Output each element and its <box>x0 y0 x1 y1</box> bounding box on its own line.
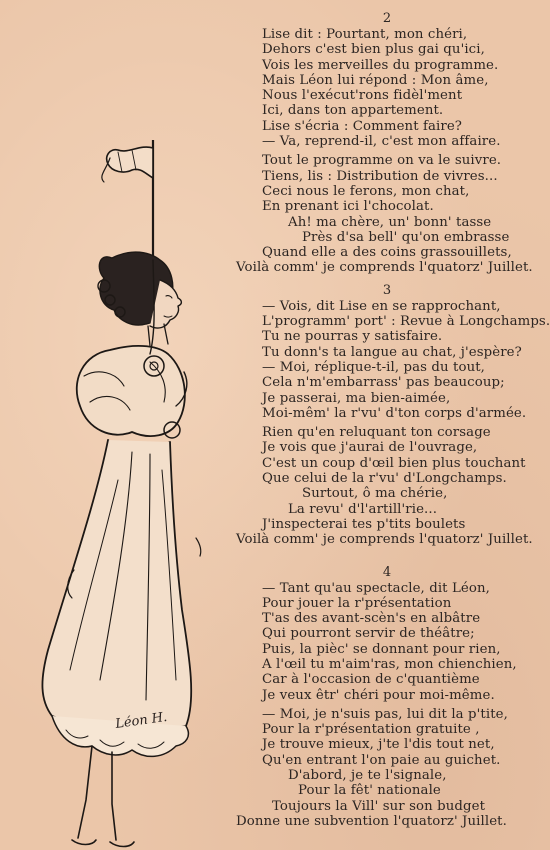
verse-line: Ici, dans ton appartement. <box>262 103 444 119</box>
stanza-number: 2 <box>382 11 392 26</box>
verse-line: En prenant ici l'chocolat. <box>262 199 434 215</box>
verse-line: — Tant qu'au spectacle, dit Léon, <box>262 580 490 596</box>
flag <box>107 147 153 178</box>
verse-block <box>226 425 548 547</box>
verse-line: Surtout, ô ma chérie, <box>302 486 448 502</box>
woman-with-flag-illustration <box>0 140 240 850</box>
verse-line: Tu donn's ta langue au chat, j'espère? <box>262 344 522 360</box>
verse-line: Voilà comm' je comprends l'quatorz' Juillet. <box>236 260 533 276</box>
verse-line: Pour la r'présentation gratuite , <box>262 722 480 738</box>
verse-line: Je vois que j'aurai de l'ouvrage, <box>262 440 478 456</box>
verse-block <box>226 153 548 275</box>
stanza-number: 4 <box>382 564 392 580</box>
verse-line: Qu'en entrant l'on paie au guichet. <box>262 752 501 768</box>
verse-line: C'est un coup d'œil bien plus touchant <box>262 455 526 471</box>
verse-line: Quand elle a des coins grassouillets, <box>262 245 512 261</box>
verse-line: Rien qu'en reluquant ton corsage <box>262 425 491 441</box>
verse-line: T'as des avant-scèn's en albâtre <box>262 611 481 627</box>
verse-line: Tiens, lis : Distribution de vivres... <box>262 168 498 184</box>
verse-line: Lise s'écria : Comment faire? <box>262 118 463 134</box>
verse-line: Car à l'occasion de c'quantième <box>262 672 480 688</box>
verse-line: Cela n'm'embarrass' pas beaucoup; <box>262 375 505 391</box>
verse-line: Pour jouer la r'présentation <box>262 595 452 611</box>
verse-line: Pour la fêt' nationale <box>298 783 441 799</box>
verse-line: Donne une subvention l'quatorz' Juillet. <box>236 813 507 829</box>
verse-line: Toujours la Vill' sur son budget <box>272 798 486 814</box>
verse-line: L'programm' port' : Revue à Longchamps. <box>262 314 550 330</box>
verse-line: Qui pourront servir de théâtre; <box>262 626 475 642</box>
right-leg <box>112 752 116 840</box>
verse-line: Mais Léon lui répond : Mon âme, <box>262 72 489 88</box>
verse-line: Je passerai, ma bien-aimée, <box>262 390 451 406</box>
artist-signature: Léon H. <box>114 709 169 732</box>
verse-line: Nous l'exécut'rons fidèl'ment <box>262 88 463 104</box>
verse-line: Voilà comm' je comprends l'quatorz' Juillet. <box>236 532 533 548</box>
verse-line: Ah! ma chère, un' bonn' tasse <box>288 214 492 230</box>
verse-line: Près d'sa bell' qu'on embrasse <box>302 229 510 245</box>
verse-block <box>226 27 548 149</box>
verse-block <box>226 299 548 421</box>
verse-block <box>226 581 548 703</box>
verse-line: A l'œil tu m'aim'ras, mon chienchien, <box>262 656 517 672</box>
verse-line: Moi-mêm' la r'vu' d'ton corps d'armée. <box>262 405 527 421</box>
verse-block <box>226 707 548 829</box>
verse-line: D'abord, je te l'signale, <box>288 768 447 784</box>
verse-line: Lise dit : Pourtant, mon chéri, <box>262 27 468 42</box>
verse-line: Ceci nous le ferons, mon chat, <box>262 183 470 199</box>
left-leg <box>78 746 92 838</box>
verse-line: — Moi, je n'suis pas, lui dit la p'tite, <box>262 706 508 722</box>
verse-line: Puis, la pièc' se donnant pour rien, <box>262 641 501 657</box>
verse-line: J'inspecterai tes p'tits boulets <box>262 516 466 532</box>
verse-line: Je veux êtr' chéri pour moi-même. <box>262 687 495 703</box>
song-text <box>226 10 548 829</box>
verse-line: — Moi, réplique-t-il, pas du tout, <box>262 359 485 375</box>
stanza-number: 3 <box>382 282 392 298</box>
verse-line: — Va, reprend-il, c'est mon affaire. <box>262 134 501 150</box>
verse-line: Que celui de la r'vu' d'Longchamps. <box>262 471 507 487</box>
verse-line: Vois les merveilles du programme. <box>262 57 499 73</box>
verse-line: La revu' d'l'artill'rie... <box>288 501 438 517</box>
verse-line: Tout le programme on va le suivre. <box>262 153 502 169</box>
verse-line: Tu ne pourras y satisfaire. <box>262 329 443 345</box>
verse-line: — Vois, dit Lise en se rapprochant, <box>262 298 501 314</box>
verse-line: Je trouve mieux, j'te l'dis tout net, <box>262 737 495 753</box>
verse-line: Dehors c'est bien plus gai qu'ici, <box>262 42 485 58</box>
